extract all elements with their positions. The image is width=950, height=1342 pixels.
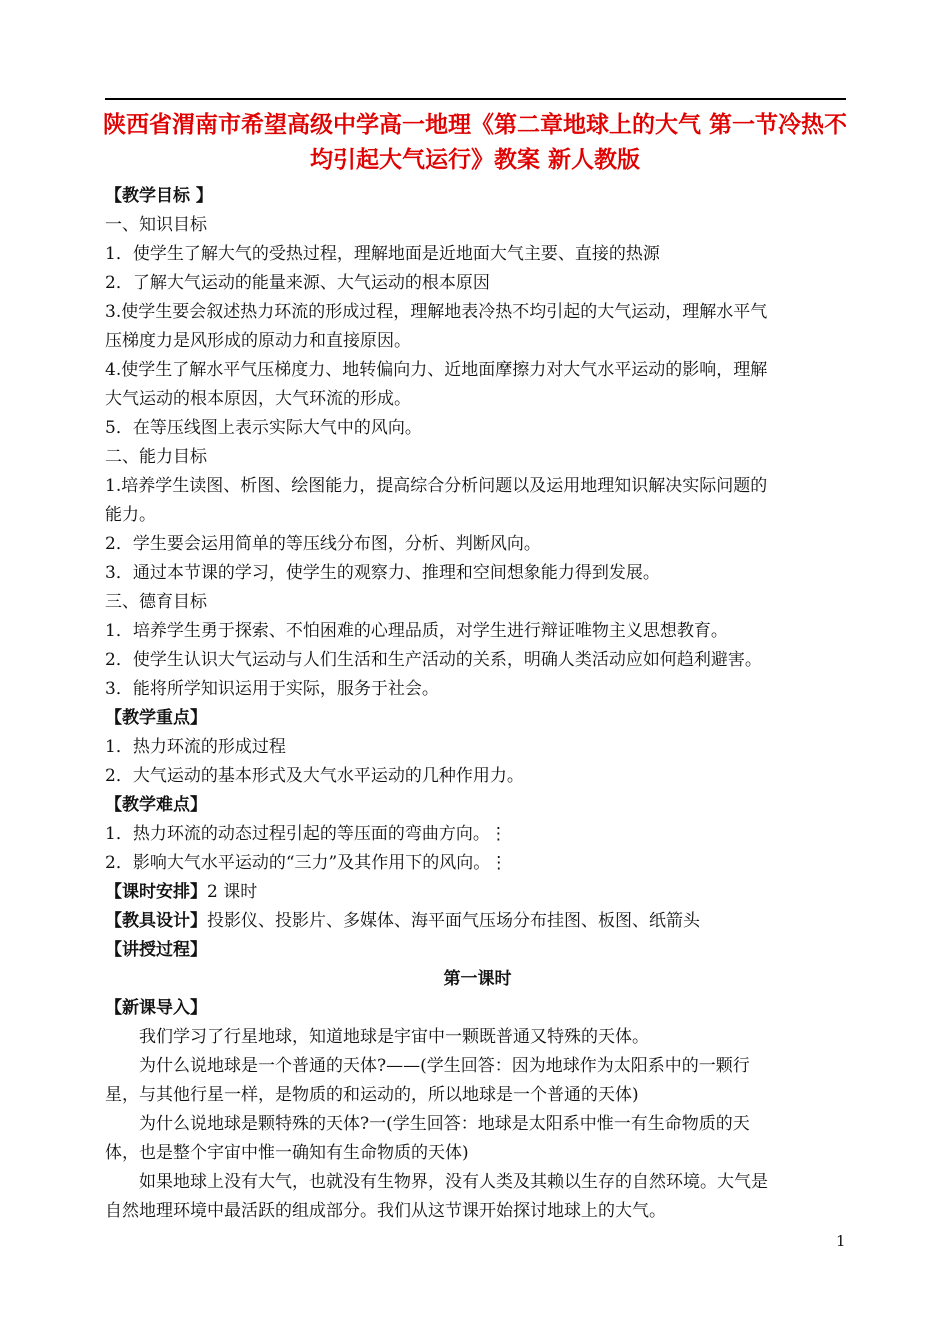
- text-line: 能力。: [105, 505, 156, 525]
- equipment-line: [105, 911, 850, 931]
- section-heading-difficulties: 【教学难点】: [105, 795, 207, 815]
- text-line: 5．在等压线图上表示实际大气中的风向。: [105, 418, 422, 438]
- text-line: 3．能将所学知识运用于实际，服务于社会。: [105, 679, 439, 699]
- equipment-value: 投影仪、投影片、多媒体、海平面气压场分布挂图、板图、纸箭头: [207, 911, 700, 931]
- section-heading-intro: 【新课导入】: [105, 998, 207, 1018]
- paragraph-line: 自然地理环境中最活跃的组成部分。我们从这节课开始探讨地球上的大气。: [105, 1201, 666, 1221]
- text-line: 3.使学生要会叙述热力环流的形成过程，理解地表冷热不均引起的大气运动，理解水平气: [105, 302, 768, 322]
- text-line: 压梯度力是风形成的原动力和直接原因。: [105, 331, 411, 351]
- text-line: 2．使学生认识大气运动与人们生活和生产活动的关系，明确人类活动应如何趋利避害。: [105, 650, 762, 670]
- text-line: 4.使学生了解水平气压梯度力、地转偏向力、近地面摩擦力对大气水平运动的影响，理解: [105, 360, 768, 380]
- paragraph-line: 体，也是整个宇宙中惟一确知有生命物质的天体): [105, 1143, 469, 1163]
- section-heading-key-points: 【教学重点】: [105, 708, 207, 728]
- text-line: 1.培养学生读图、析图、绘图能力，提高综合分析问题以及运用地理知识解决实际问题的: [105, 476, 768, 496]
- header-rule: [105, 98, 846, 100]
- subheading-moral: 三、德育目标: [105, 592, 207, 612]
- subheading-ability: 二、能力目标: [105, 447, 207, 467]
- lesson-heading: 第一课时: [443, 969, 512, 989]
- equipment-label: 【教具设计】: [105, 911, 207, 931]
- section-heading-objectives: 【教学目标 】: [105, 186, 213, 206]
- schedule-line: [105, 882, 850, 902]
- paragraph-line: 为什么说地球是一个普通的天体?——(学生回答：因为地球作为太阳系中的一颗行: [139, 1056, 750, 1076]
- text-line: 2．大气运动的基本形式及大气水平运动的几种作用力。: [105, 766, 524, 786]
- paragraph-line: 我们学习了行星地球，知道地球是宇宙中一颗既普通又特殊的天体。: [139, 1027, 649, 1047]
- text-line: 1．热力环流的形成过程: [105, 737, 286, 757]
- text-line: 1．培养学生勇于探索、不怕困难的心理品质，对学生进行辩证唯物主义思想教育。: [105, 621, 728, 641]
- text-line: 2．学生要会运用简单的等压线分布图，分析、判断风向。: [105, 534, 541, 554]
- text-line: 2．了解大气运动的能量来源、大气运动的根本原因: [105, 273, 490, 293]
- document-title: 陕西省渭南市希望高级中学高一地理《第二章地球上的大气 第一节冷热不均引起大气运行》教案 新人教版: [102, 112, 847, 173]
- paragraph-line: 星，与其他行星一样，是物质的和运动的，所以地球是一个普通的天体): [105, 1085, 639, 1105]
- text-line: 大气运动的根本原因，大气环流的形成。: [105, 389, 411, 409]
- text-line: 2．影响大气水平运动的“三力”及其作用下的风向。⋮: [105, 853, 508, 873]
- section-heading-process: 【讲授过程】: [105, 940, 207, 960]
- schedule-label: 【课时安排】: [105, 882, 207, 902]
- paragraph-line: 如果地球上没有大气，也就没有生物界，没有人类及其赖以生存的自然环境。大气是: [139, 1172, 768, 1192]
- text-line: 1．使学生了解大气的受热过程，理解地面是近地面大气主要、直接的热源: [105, 244, 660, 264]
- text-line: 1．热力环流的动态过程引起的等压面的弯曲方向。⋮: [105, 824, 507, 844]
- text-line: 3．通过本节课的学习，使学生的观察力、推理和空间想象能力得到发展。: [105, 563, 660, 583]
- paragraph-line: 为什么说地球是颗特殊的天体?一(学生回答：地球是太阳系中惟一有生命物质的天: [139, 1114, 750, 1134]
- schedule-value: 2 课时: [207, 882, 258, 902]
- page-number: 1: [836, 1232, 846, 1250]
- subheading-knowledge: 一、知识目标: [105, 215, 207, 235]
